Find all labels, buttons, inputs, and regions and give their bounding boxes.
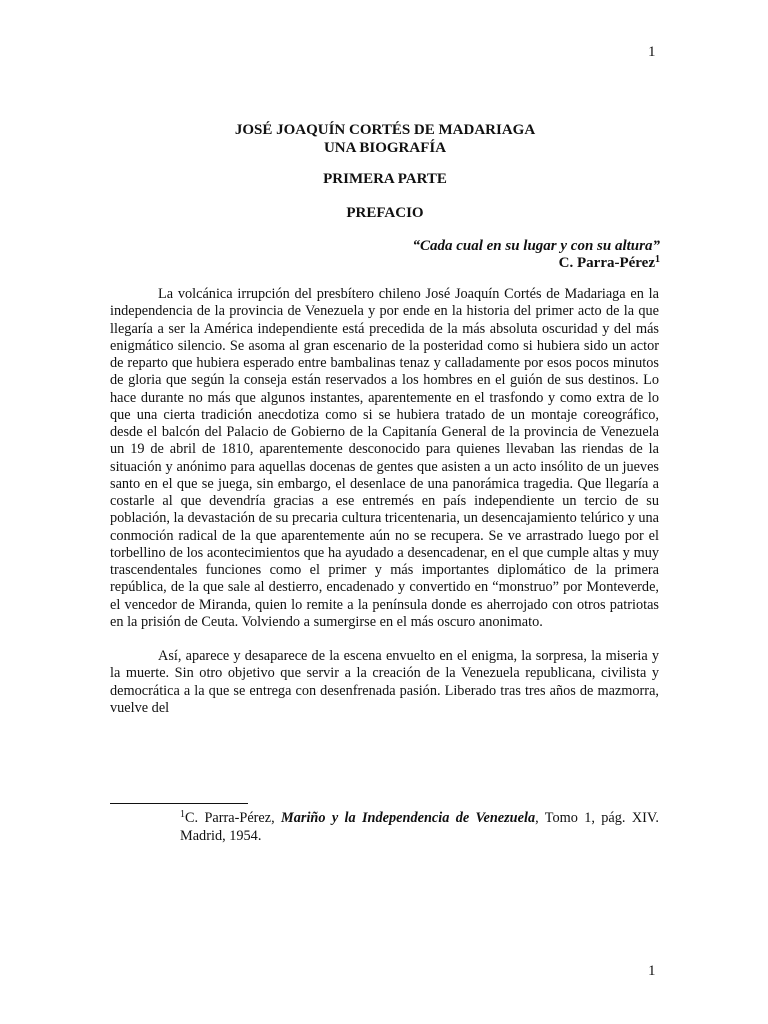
- footnote-details: , Tomo 1, pág. XIV. Madrid, 1954.: [180, 810, 659, 844]
- page-number-bottom: 1: [648, 963, 656, 979]
- epigraph: [300, 238, 660, 272]
- title-line-1: JOSÉ JOAQUÍN CORTÉS DE MADARIAGA: [234, 122, 536, 138]
- footnote-book-title: Mariño y la Independencia de Venezuela: [281, 810, 536, 826]
- epigraph-attribution: [300, 255, 660, 272]
- footnote-author: C. Parra-Pérez,: [185, 810, 282, 826]
- footnote-number: 1: [180, 809, 185, 820]
- paragraph: La volcánica irrupción del presbítero chileno José Joaquín Cortés de Madariaga en la independencia de la provincia de Venezuela y por ende en la historia del primer acto de la que llegaría a ser la América independiente está precedida de la más absoluta oscuridad y del más enigmático silencio. Se asoma al gran escenario de la posteridad como si hubiera sido un actor de reparto que hubiera esperado entre bambalinas tenaz y calladamente por esos pocos minutos de gloria que según la conseja están reservados a los hombres en el guión de sus destinos. Lo hace durante no más que algunos instantes, aparentemente en el trasfondo y como extra de lo que una cierta tradición anecdotiza como si se hubiera tratado de un montaje coreográfico, desde el balcón del Palacio de Gobierno de la Capitanía General de la provincia de Venezuela un 19 de abril de 1810, aparentemente desconocido para quienes llevaban las riendas de la situación y anónimo para aquellas docenas de gentes que asisten a un acto insólito de un jueves santo en el que se juega, sin embargo, el desenlace de una panorámica tragedia. Que llegaría a costarle al que devendría gracias a ese entremés en país independiente un tercio de su población, la devastación de su precaria cultura tricentenaria, un desencajamiento telúrico y una conmoción radical de la que aparentemente aún no se recupera. Se ve arrastrado luego por el torbellino de los acontecimientos que ha ayudado a desencadenar, en el que cumple altas y muy trascendentales funciones como el primer y más importantes diplomático de la primera república, de la que sale al destierro, encadenado y convertido en “monstruo” por Monteverde, el vencedor de Miranda, quien lo remite a la península donde es aherrojado con otros patriotas en la prisión de Ceuta. Volviendo a sumergirse en el más oscuro anonimato.: [110, 286, 659, 630]
- epigraph-author: C. Parra-Pérez: [558, 255, 655, 271]
- page-number-top: 1: [648, 44, 656, 60]
- footnote-reference[interactable]: 1: [655, 254, 660, 265]
- epigraph-quote: “Cada cual en su lugar y con su altura”: [412, 238, 660, 254]
- section-heading: PREFACIO: [346, 205, 424, 221]
- part-heading: PRIMERA PARTE: [323, 171, 447, 187]
- document-title: [110, 121, 660, 157]
- title-line-2: UNA BIOGRAFÍA: [323, 140, 447, 156]
- footnote-divider: [110, 803, 248, 804]
- body-text: [110, 286, 659, 717]
- paragraph: Así, aparece y desaparece de la escena envuelto en el enigma, la sorpresa, la miseria y la muerte. Sin otro objetivo que servir a la creación de la Venezuela republicana, civilista y democrática a la que se entrega con desenfrenada pasión. Liberado tras tres años de mazmorra, vuelve del: [110, 648, 659, 716]
- footnote: [180, 810, 659, 845]
